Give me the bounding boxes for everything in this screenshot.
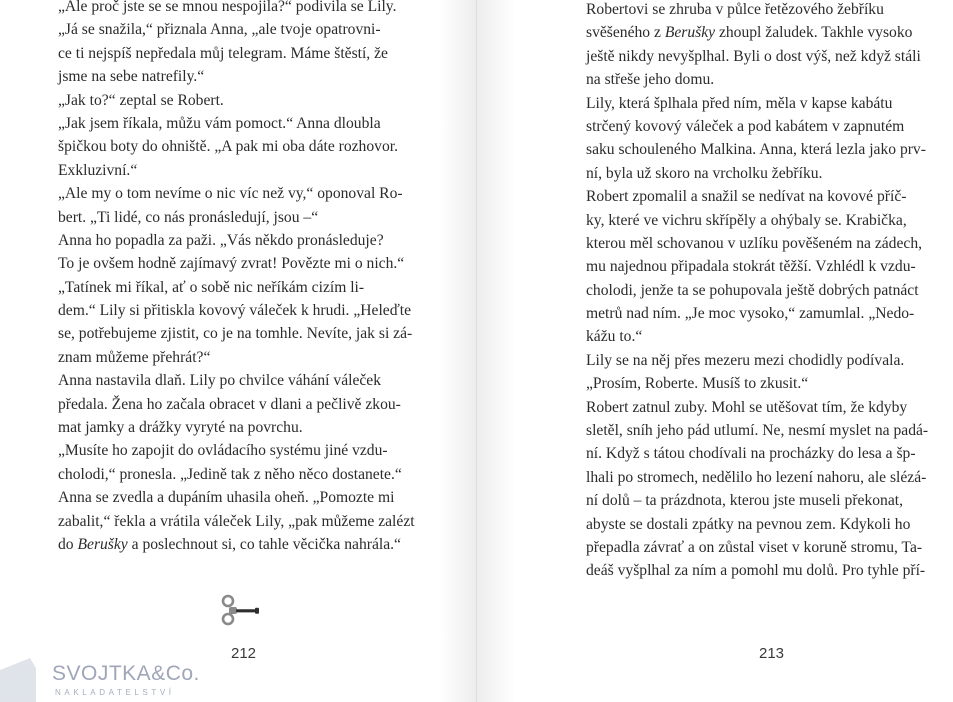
- text-line: „Musíte ho zapojit do ovládacího systému jiné vzdu-: [58, 442, 388, 460]
- left-page-text: [58, 0, 428, 556]
- text-line: se, potřebujeme zjistit, co je na tomhle. Nevíte, jak si zá-: [58, 325, 413, 343]
- text-line: zabalit,“ řekla a vrátila váleček Lily, „pak můžeme zalézt: [58, 512, 415, 530]
- text-line: Lily se na něj přes mezeru mezi chodidly podívala.: [586, 351, 905, 369]
- text-line: „Prosím, Roberte. Musíš to zkusit.“: [586, 375, 809, 393]
- text-line: cholodi,“ pronesla. „Jedině tak z něho něco dostanete.“: [58, 465, 402, 483]
- publisher-subtitle: NAKLADATELSTVÍ: [55, 688, 175, 697]
- text-line: Anna nastavila dlaň. Lily po chvilce váhání váleček: [58, 372, 382, 390]
- text-line: strčený kovový váleček a pod kabátem v zapnutém: [586, 117, 905, 135]
- publisher-name: SVOJTKA&Co.: [52, 662, 200, 685]
- airship-name: Berušky: [77, 535, 128, 553]
- text-line: sletěl, sníh jeho pád utlumí. Ne, nesmí myslet na padá-: [586, 422, 929, 440]
- text-line: To je ovšem hodně zajímavý zvrat! Povězte mi o nich.“: [58, 255, 405, 273]
- text-line: Exkluzivní.“: [58, 161, 138, 179]
- text-line: do Berušky a poslechnout si, co tahle věcička nahrála.“: [58, 535, 401, 553]
- text-line: na střeše jeho domu.: [586, 71, 715, 89]
- text-line: dem.“ Lily si přitiskla kovový váleček k hrudi. „Heleďte: [58, 302, 412, 320]
- page-number: 212: [231, 645, 257, 662]
- text-line: špičkou boty do ohniště. „A pak mi oba dáte rozhovor.: [58, 138, 398, 156]
- text-line: předala. Žena ho začala obracet v dlani a pečlivě zkou-: [58, 395, 401, 413]
- text-line: kterou měl schovanou v uzlíku pověšeném na zádech,: [586, 234, 923, 252]
- text-line: mat jamky a drážky vyryté na povrchu.: [58, 419, 303, 437]
- text-line: „Ale proč jste se se mnou nespojila?“ podivila se Lily.: [58, 0, 397, 15]
- text-line: lhali po stromech, nedělilo ho lezení nahoru, ale slézá-: [586, 468, 927, 486]
- text-line: Anna se zvedla a dupáním uhasila oheň. „Pomozte mi: [58, 489, 395, 507]
- right-page-text: [586, 0, 953, 583]
- text-line: Robertovi se zhruba v půlce řetězového žebříku: [586, 1, 884, 18]
- text-line: přepadla závrať a on zůstal viset v koruně stromu, Ta-: [586, 538, 923, 556]
- text-line: „Jak to?“ zeptal se Robert.: [58, 91, 224, 109]
- text-line: „Jak jsem říkala, můžu vám pomoct.“ Anna dloubla: [58, 114, 381, 132]
- text-line: svěšeného z Berušky zhoupl žaludek. Takhle vysoko: [586, 24, 913, 42]
- text-line: „Tatínek mi říkal, ať o sobě nic neříkám cizím li-: [58, 278, 365, 296]
- text-line: Robert zpomalil a snažil se nedívat na kovové příč-: [586, 188, 907, 206]
- right-page: [478, 0, 953, 702]
- text-line: ky, které ve vichru skřípěly a ohýbaly se. Krabička,: [586, 211, 907, 229]
- text-line: cholodi, jenže ta se pohupovala ještě dobrých patnáct: [586, 281, 919, 299]
- text-line: saku schouleného Malkina. Anna, která lezla jako prv-: [586, 141, 926, 159]
- text-line: Robert zatnul zuby. Mohl se utěšovat tím, že kdyby: [586, 398, 908, 416]
- winding-key-icon: [219, 593, 263, 629]
- airship-name: Berušky: [664, 24, 716, 42]
- text-line: kážu to.“: [586, 328, 643, 346]
- text-line: znam můžeme přehrát?“: [58, 348, 211, 366]
- text-line: ní dolů – ta prázdnota, kterou jste museli překonat,: [586, 492, 903, 510]
- text-line: ní. Když s tátou chodívali na procházky do lesa a šp-: [586, 445, 916, 463]
- text-line: mu najednou připadala stokrát těžší. Vzhlédl k vzdu-: [586, 258, 916, 276]
- text-line: Lily, která šplhala před ním, měla v kapse kabátu: [586, 94, 893, 112]
- text-line: Anna ho popadla za paži. „Vás někdo pronásleduje?: [58, 231, 384, 249]
- text-line: „Ale my o tom nevíme o nic víc než vy,“ oponoval Ro-: [58, 185, 403, 203]
- text-line: bert. „Ti lidé, co nás pronásledují, jsou –“: [58, 208, 319, 226]
- text-line: jsme na sebe natrefily.“: [58, 68, 205, 86]
- text-line: „Já se snažila,“ přiznala Anna, „ale tvoje opatrovni-: [58, 21, 381, 39]
- text-line: ní, byla už skoro na vrcholku žebříku.: [586, 164, 823, 182]
- text-line: ještě nikdy nevyšplhal. Byli o dost výš, než když stáli: [586, 47, 921, 65]
- text-line: deáš vyšplhal za ním a pomohl mu dolů. Pro tyhle pří-: [586, 562, 926, 580]
- page-number: 213: [759, 645, 785, 662]
- text-line: abyste se dostali zpátky na pevnou zem. Kdykoli ho: [586, 515, 911, 533]
- text-line: metrů nad ním. „Je moc vysoko,“ zamumlal. „Nedo-: [586, 305, 915, 323]
- text-line: ce ti nejspíš nepředala můj telegram. Máme štěstí, že: [58, 44, 388, 62]
